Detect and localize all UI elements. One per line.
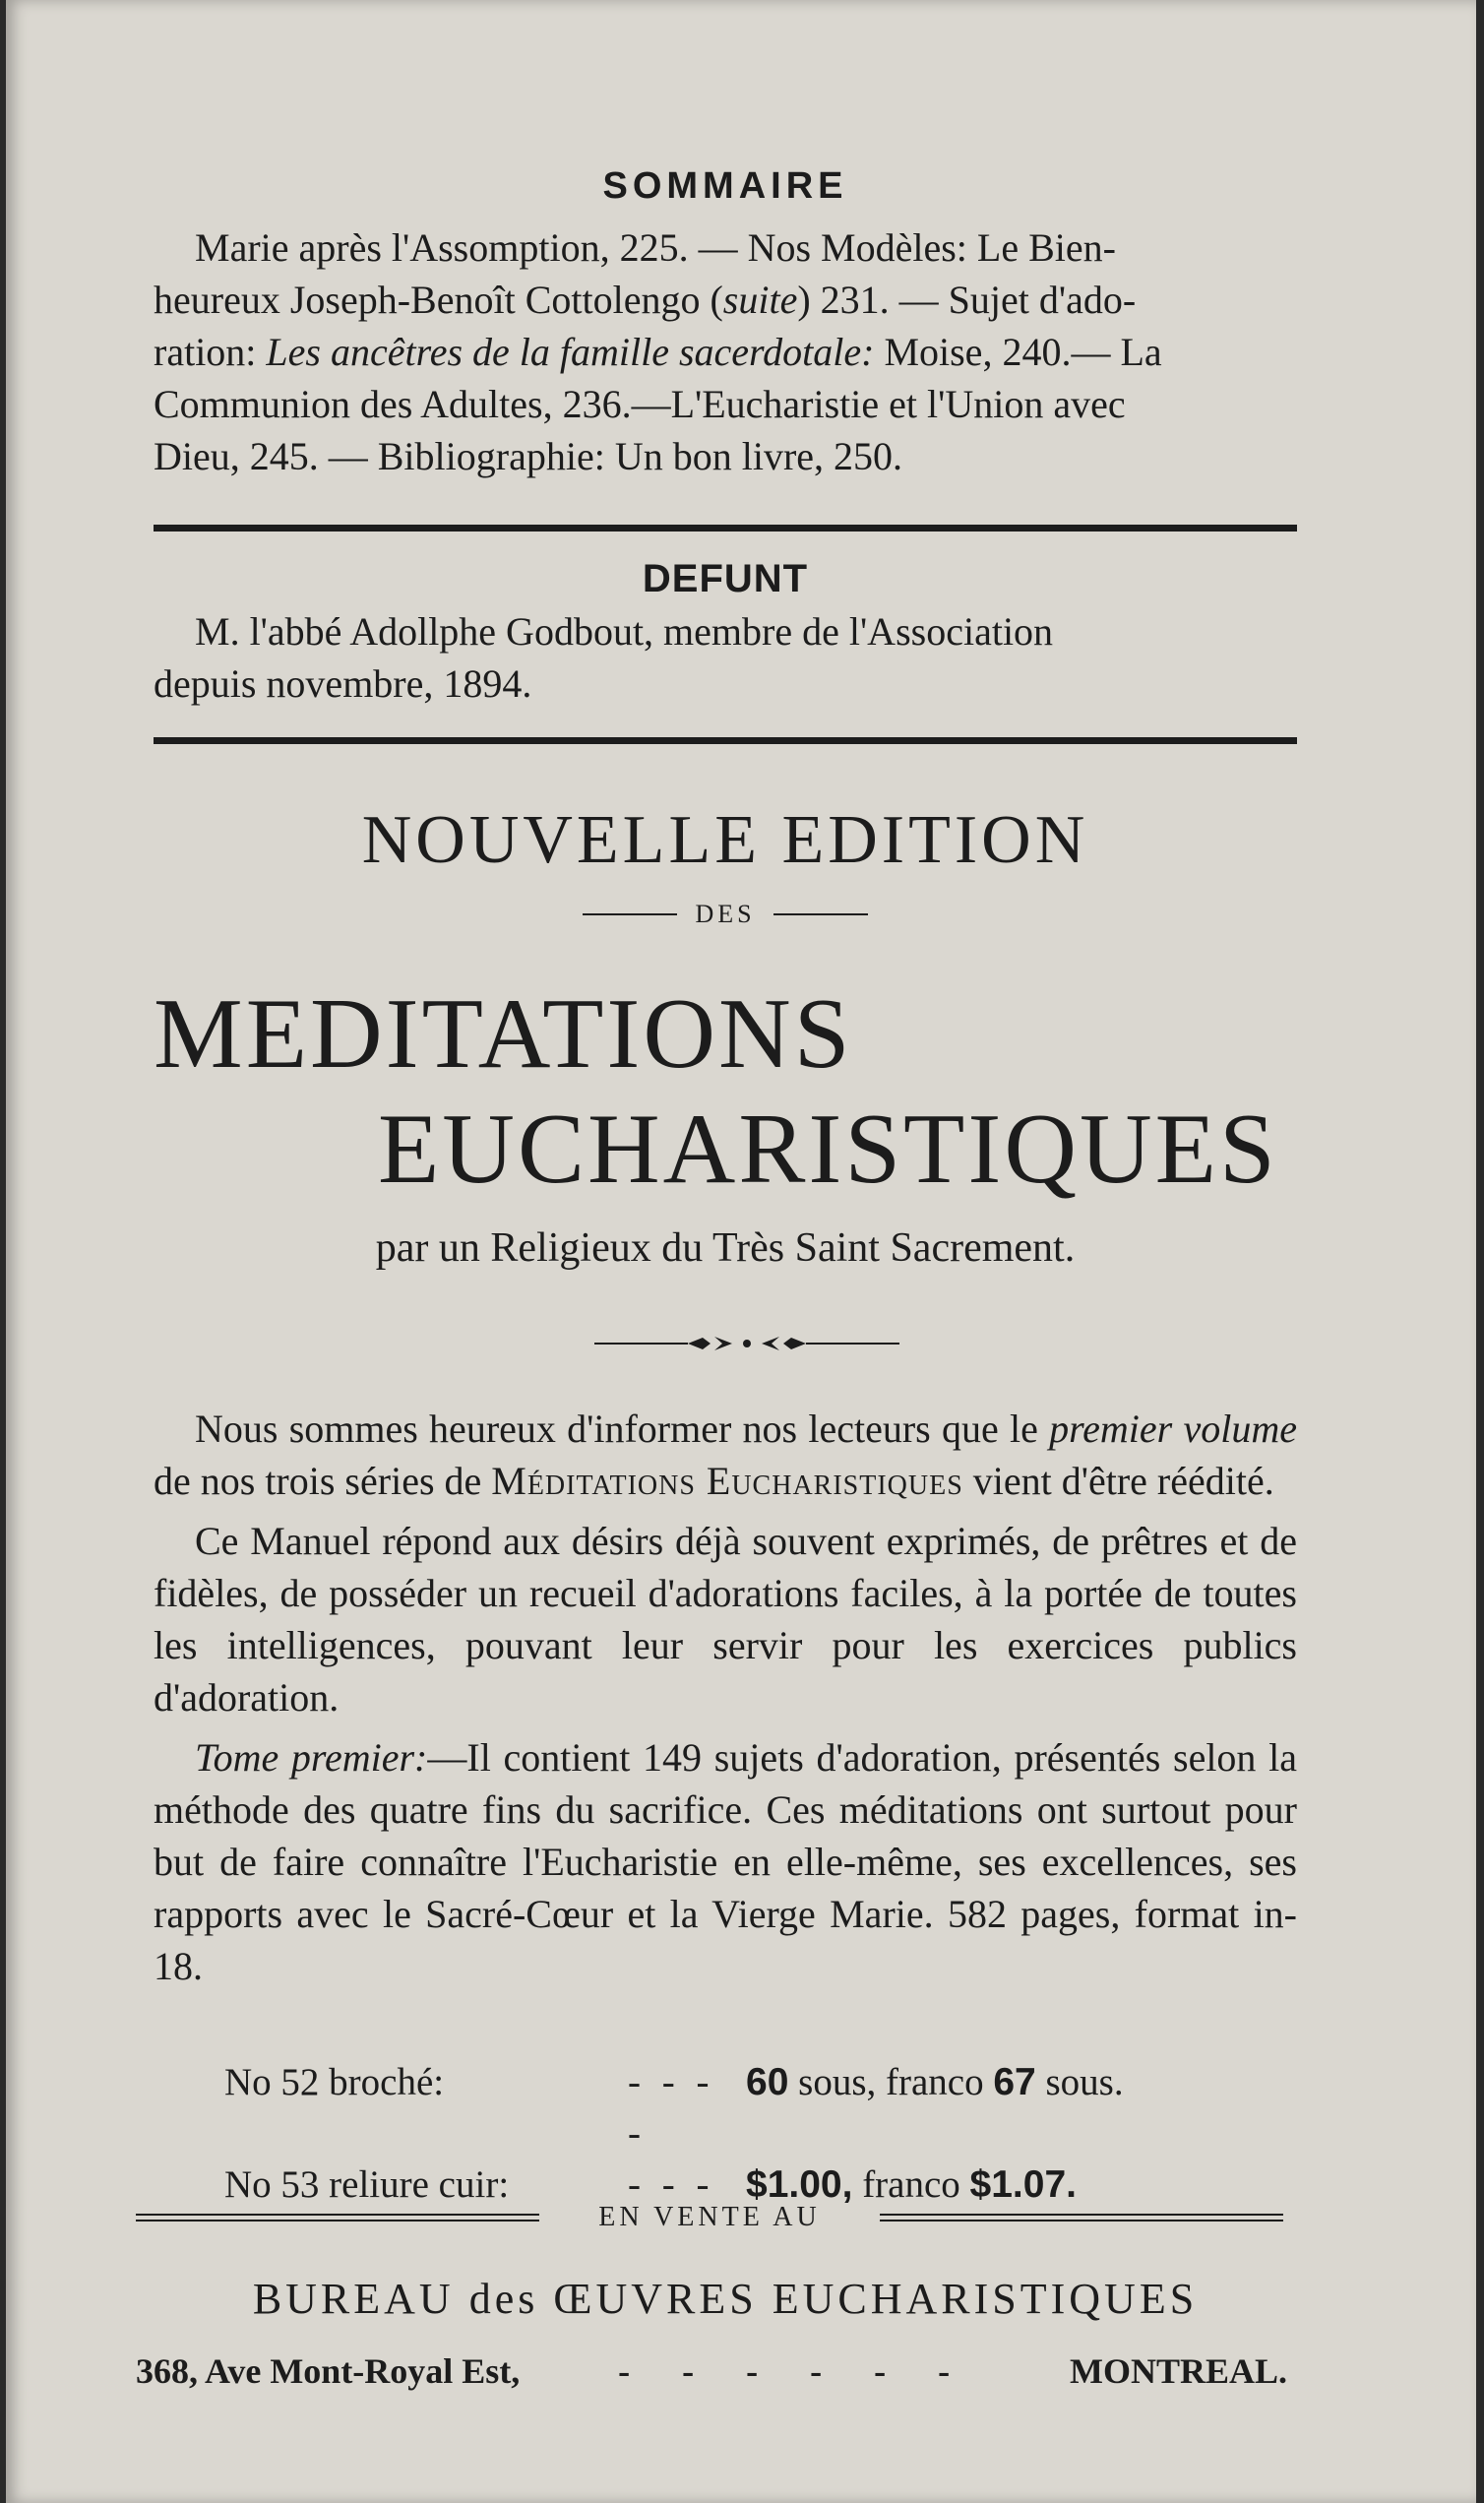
nouvelle-edition-heading: NOUVELLE EDITION <box>361 802 1089 878</box>
sommaire-line-3c: Moise, 240.— La <box>874 330 1162 374</box>
title-block <box>154 801 1297 929</box>
meditations-title: MEDITATIONS <box>154 978 853 1090</box>
flourish-ornament-icon <box>594 1329 899 1358</box>
price-row: No 52 broché: - - - - 60 sous, franco 67 sous. <box>224 2061 1124 2155</box>
double-rule-right <box>880 2214 1283 2221</box>
page <box>6 0 1476 2503</box>
byline: par un Religieux du Très Saint Sacrement. <box>375 1225 1076 1271</box>
des-text: DES <box>695 900 756 928</box>
address-dots: - - - - - - <box>618 2351 972 2391</box>
announcement-body <box>154 1403 1297 1992</box>
sommaire-line-5: Dieu, 245. — Bibliographie: Un bon livre, 250. <box>154 434 903 478</box>
city: MONTREAL. <box>1069 2351 1287 2391</box>
defunt-section <box>154 557 1297 710</box>
des-ornament <box>154 900 1297 929</box>
eucharistiques-title: EUCHARISTIQUES <box>378 1094 1278 1205</box>
divider-2 <box>154 737 1297 744</box>
body-paragraph-1: Nous sommes heureux d'informer nos lecteurs que le premier volume de nos trois séries de Méditations Eucharistiques vient d'être réédité. <box>154 1407 1297 1503</box>
sommaire-line-2a: heureux Joseph-Benoît Cottolengo ( <box>154 278 723 322</box>
divider-1 <box>154 525 1297 532</box>
double-rule-left <box>136 2214 539 2221</box>
sommaire-line-3b: Les ancêtres de la famille sacerdotale: <box>266 330 875 374</box>
body-paragraph-3: Tome premier:—Il contient 149 sujets d'adoration, présentés selon la méthode des quatre fins du sacrifice. Ces méditations ont surtout pour but de faire connaître l'Eucharistie en elle-même, ses excellences, ses rapports avec le Sacré-Cœur et la Vierge Marie. 582 pages, format in-18. <box>154 1735 1297 1988</box>
sommaire-line-1: Marie après l'Assomption, 225. — Nos Modèles: Le Bien- <box>195 225 1116 270</box>
sommaire-line-4: Communion des Adultes, 236.—L'Eucharistie et l'Union avec <box>154 382 1126 426</box>
body-paragraph-2: Ce Manuel répond aux désirs déjà souvent exprimés, de prêtres et de fidèles, de posséder un recueil d'adorations faciles, à la portée de toutes les intelligences, pouvant leur servir pour les exercices publics d'adoration. <box>154 1519 1297 1720</box>
bureau-title: BUREAU des ŒUVRES EUCHARISTIQUES <box>252 2275 1199 2323</box>
en-vente-row <box>136 2202 1283 2233</box>
des-line-left <box>583 913 677 915</box>
price-table <box>224 2057 1124 2211</box>
defunt-title: DEFUNT <box>642 557 809 600</box>
address-row <box>136 2350 1287 2392</box>
en-vente-text: EN VENTE AU <box>598 2202 821 2232</box>
sommaire-text <box>154 221 1297 482</box>
defunt-line-1: M. l'abbé Adollphe Godbout, membre de l'Association <box>195 609 1054 654</box>
sommaire-title: SOMMAIRE <box>602 165 848 207</box>
sommaire-line-2c: ) 231. — Sujet d'ado- <box>797 278 1137 322</box>
sommaire-line-3a: ration: <box>154 330 267 374</box>
defunt-line-2: depuis novembre, 1894. <box>154 661 532 706</box>
sommaire-section <box>154 165 1297 482</box>
price-row: No 53 reliure cuir: - - - $1.00, franco $1.07. <box>224 2163 1077 2206</box>
street-address: 368, Ave Mont-Royal Est, <box>136 2351 521 2391</box>
sommaire-line-2b: suite <box>722 278 798 322</box>
des-line-right <box>773 913 868 915</box>
